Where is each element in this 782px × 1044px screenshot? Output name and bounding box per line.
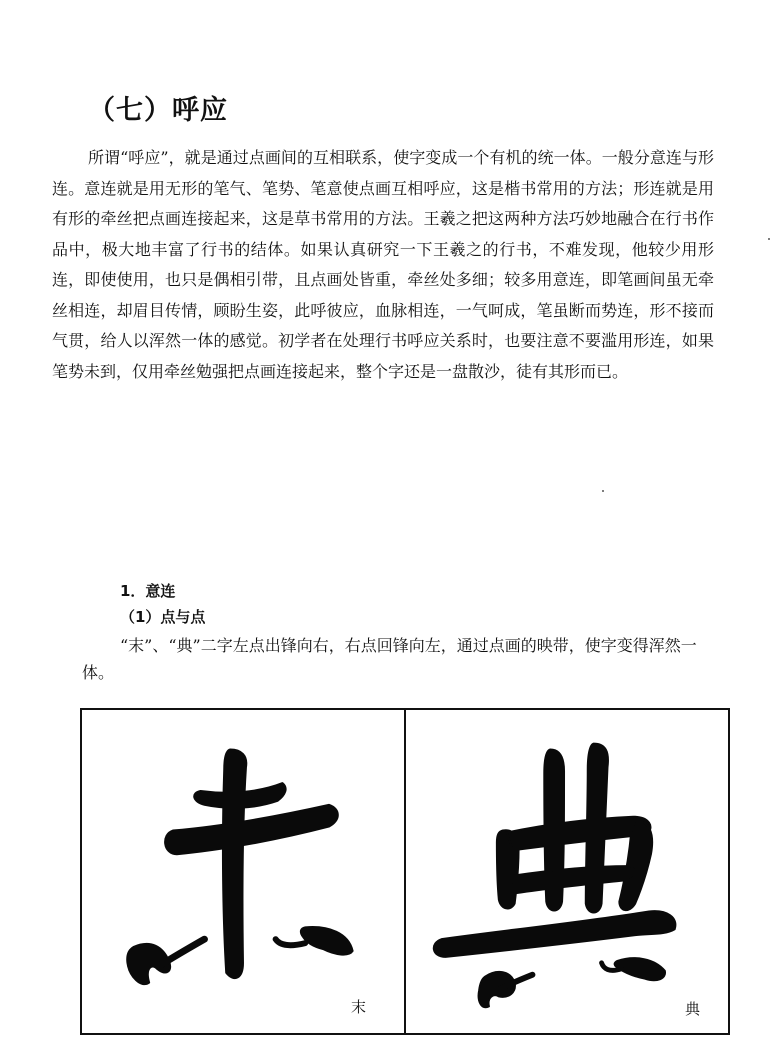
calligraphy-glyph-dian — [406, 710, 728, 1033]
calligraphy-panel-mo — [80, 708, 406, 1035]
scan-speck — [602, 490, 604, 492]
example-description: “末”、“典”二字左点出锋向右，右点回锋向左，通过点画的映带，使字变得浑然一体。 — [82, 636, 697, 682]
character-label-dian: 典 — [684, 1000, 700, 1018]
scan-speck — [768, 238, 770, 240]
calligraphy-glyph-mo — [82, 710, 404, 1033]
character-label-mo: 末 — [350, 998, 366, 1016]
intro-paragraph: 所谓“呼应”，就是通过点画间的互相联系，使字变成一个有机的统一体。一般分意连与形连。意连就是用无形的笔气、笔势、笔意使点画互相呼应，这是楷书常用的方法；形连就是用有形的牵丝把点画连接起来，这是草书常用的方法。王羲之把这两种方法巧妙地融合在行书作品中，极大地丰富了行书的结体。如果认真研究一下王羲之的行书，不难发现，他较少用形连，即使使用，也只是偶相引带，且点画处皆重，牵丝处多细；较多用意连，即笔画间虽无牵丝相连，却眉目传情，顾盼生姿，此呼彼应，血脉相连，一气呵成，笔虽断而势连，形不接而气贯，给人以浑然一体的感觉。初学者在处理行书呼应关系时，也要注意不要滥用形连，如果笔势未到，仅用牵丝勉强把点画连接起来，整个字还是一盘散沙，徒有其形而已。 — [52, 148, 714, 381]
calligraphy-panel-dian — [404, 708, 730, 1035]
section-title: （七）呼应 — [88, 95, 228, 126]
subsection-heading: 1．意连 — [120, 582, 176, 600]
subsection-subheading: （1）点与点 — [120, 608, 206, 626]
